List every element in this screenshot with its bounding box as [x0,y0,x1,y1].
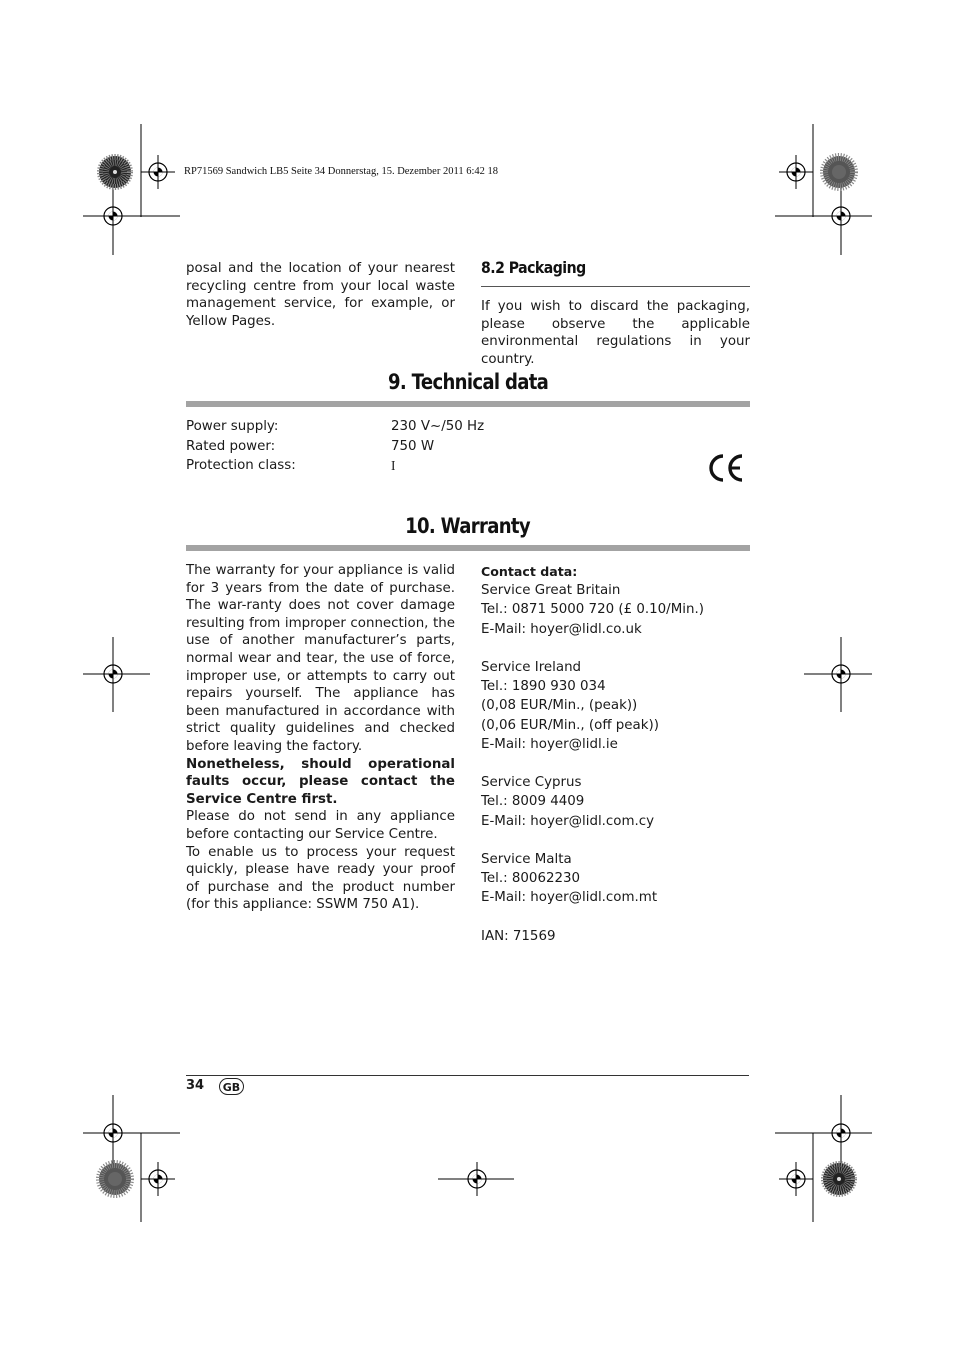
service-ie-peak-rate: (0,08 EUR/Min., (peak)) [481,698,638,714]
warranty-heading: 10. Warranty [405,514,531,538]
footer-rule [186,1075,749,1076]
tech-label-protection-class: Protection class: [186,458,296,473]
tech-value-power-supply: 230 V~/50 Hz [391,419,485,434]
service-ie-name: Service Ireland [481,660,582,675]
service-ie-email: E-Mail: hoyer@lidl.ie [481,736,618,752]
tech-value-rated-power: 750 W [391,439,435,454]
tech-value-protection-class: I [391,458,396,473]
page-number: 34 [186,1078,205,1093]
warranty-paragraph-1: The warranty for your appliance is valid for 3 years from the date of purchase. The war-ranty does not cover damage resulting from improper connection, the use of another manufacturer’s parts, normal wear and tear, the use of force, improper use, or attempts to carry out repairs yourself. The appliance has been manufactured in accordance with strict quality guidelines and checked before leaving the factory. [186,563,455,754]
warranty-bar [186,545,750,551]
contact-heading: Contact data: [481,564,578,579]
ce-mark-icon [707,452,745,484]
technical-data-bar [186,401,750,407]
warranty-bold-notice: Nonetheless, should operational faults occur, please contact the Service Centre first. [186,756,455,807]
service-mt-email: E-Mail: hoyer@lidl.com.mt [481,890,658,906]
service-gb-phone: Tel.: 0871 5000 720 (£ 0.10/Min.) [481,602,704,618]
print-slug: RP71569 Sandwich LB5 Seite 34 Donnerstag, 15. Dezember 2011 6:42 18 [184,166,498,177]
service-cy-phone: Tel.: 8009 4409 [481,794,585,810]
warranty-text [186,562,455,914]
service-cy-email: E-Mail: hoyer@lidl.com.cy [481,813,655,829]
service-mt-phone: Tel.: 80062230 [481,871,581,887]
service-ie-offpeak-rate: (0,06 EUR/Min., (off peak)) [481,717,659,733]
service-ie-phone: Tel.: 1890 930 034 [481,679,606,695]
packaging-heading: 8.2 Packaging [481,258,586,277]
country-badge: GB [219,1078,244,1095]
tech-label-rated-power: Rated power: [186,439,276,454]
warranty-paragraph-3: To enable us to process your request quickly, please have ready your proof of purchase and the product number (for this appliance: SSWM 750 A1). [186,844,455,913]
service-cy-name: Service Cyprus [481,775,582,791]
contact-data [481,562,750,946]
service-mt-name: Service Malta [481,852,572,867]
packaging-rule [481,286,750,287]
packaging-text: If you wish to discard the packaging, please observe the applicable environmental regulations in your country. [481,299,750,367]
technical-data-heading: 9. Technical data [387,370,549,394]
warranty-paragraph-2: Please do not send in any appliance before contacting our Service Centre. [186,809,455,842]
service-gb-email: E-Mail: hoyer@lidl.co.uk [481,621,642,637]
tech-label-power-supply: Power supply: [186,419,279,434]
disposal-continuation-text: posal and the location of your nearest recycling centre from your local waste management service, for example, or Yellow Pages. [186,261,455,329]
ian-number: IAN: 71569 [481,928,556,944]
service-gb-name: Service Great Britain [481,583,621,599]
